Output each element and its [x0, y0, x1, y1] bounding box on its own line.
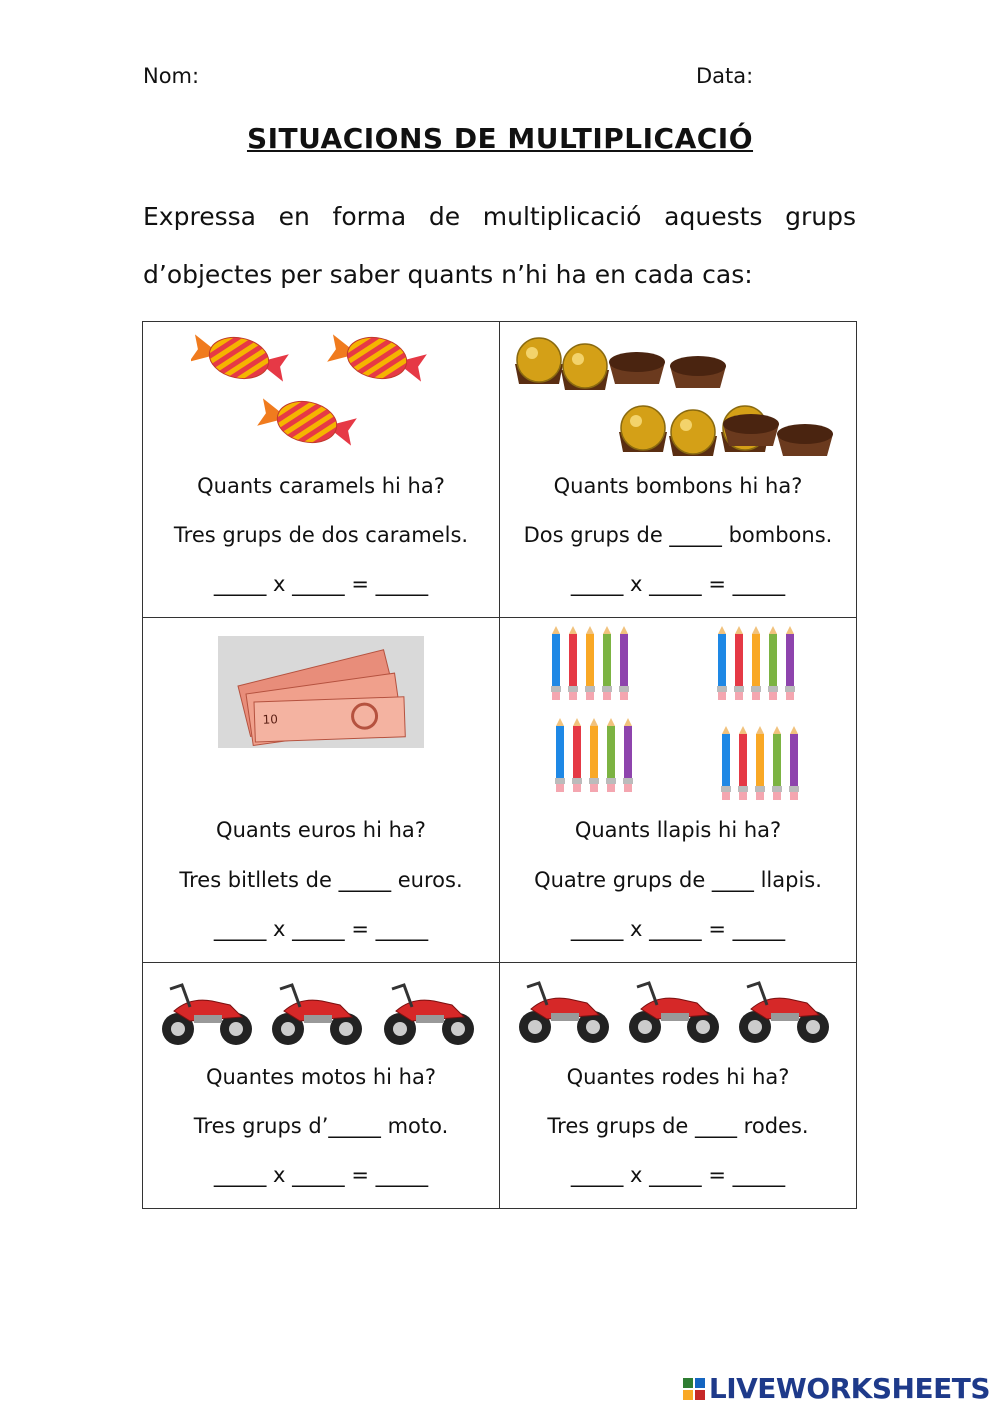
worksheet-title: SITUACIONS DE MULTIPLICACIÓ [246, 122, 754, 155]
exercise-question: Quants bombons hi ha? [553, 474, 803, 498]
exercise-cell-llapis [500, 618, 857, 963]
liveworksheets-logo [683, 1372, 990, 1405]
exercise-statement: Tres grups d’_____ moto. [193, 1114, 449, 1138]
exercise-statement: Tres grups de dos caramels. [173, 523, 469, 547]
banknotes-image [143, 622, 499, 812]
candies-image [143, 330, 499, 470]
brand-text: LIVEWORKSHEETS [708, 1372, 990, 1405]
pencils-image [500, 622, 856, 812]
exercise-equation[interactable]: _____ x _____ = _____ [570, 1163, 786, 1187]
motorbikes-image [500, 969, 856, 1059]
exercise-cell-caramels [143, 322, 500, 618]
exercise-equation[interactable]: _____ x _____ = _____ [213, 572, 429, 596]
instructions-line-1: Expressa en forma de multiplicació aquests grups [143, 202, 856, 231]
exercise-statement: Dos grups de _____ bombons. [523, 523, 833, 547]
exercise-cell-bombons [500, 322, 857, 618]
date-label: Data: [696, 64, 754, 88]
exercise-statement: Tres bitllets de _____ euros. [179, 868, 463, 892]
exercise-statement: Quatre grups de ____ llapis. [534, 868, 822, 892]
chocolates-image [500, 330, 856, 470]
exercise-equation[interactable]: _____ x _____ = _____ [213, 1163, 429, 1187]
banknote-value: 10 [262, 712, 279, 727]
instructions-line-2: d’objectes per saber quants n’hi ha en cada cas: [143, 260, 753, 289]
exercise-question: Quants euros hi ha? [216, 818, 426, 842]
exercise-equation[interactable]: _____ x _____ = _____ [213, 917, 429, 941]
instructions [143, 188, 856, 304]
exercise-cell-motos [143, 963, 500, 1209]
exercise-question: Quants llapis hi ha? [574, 818, 782, 842]
exercise-equation[interactable]: _____ x _____ = _____ [570, 917, 786, 941]
exercise-grid [142, 321, 857, 1209]
exercise-equation[interactable]: _____ x _____ = _____ [570, 572, 786, 596]
exercise-statement: Tres grups de ____ rodes. [547, 1114, 809, 1138]
name-label: Nom: [143, 64, 200, 88]
exercise-cell-euros [143, 618, 500, 963]
exercise-question: Quantes motos hi ha? [206, 1065, 436, 1089]
exercise-question: Quantes rodes hi ha? [566, 1065, 790, 1089]
exercise-cell-rodes [500, 963, 857, 1209]
motorbikes-image [143, 969, 499, 1059]
brand-grid-icon [683, 1378, 705, 1400]
exercise-question: Quants caramels hi ha? [197, 474, 445, 498]
